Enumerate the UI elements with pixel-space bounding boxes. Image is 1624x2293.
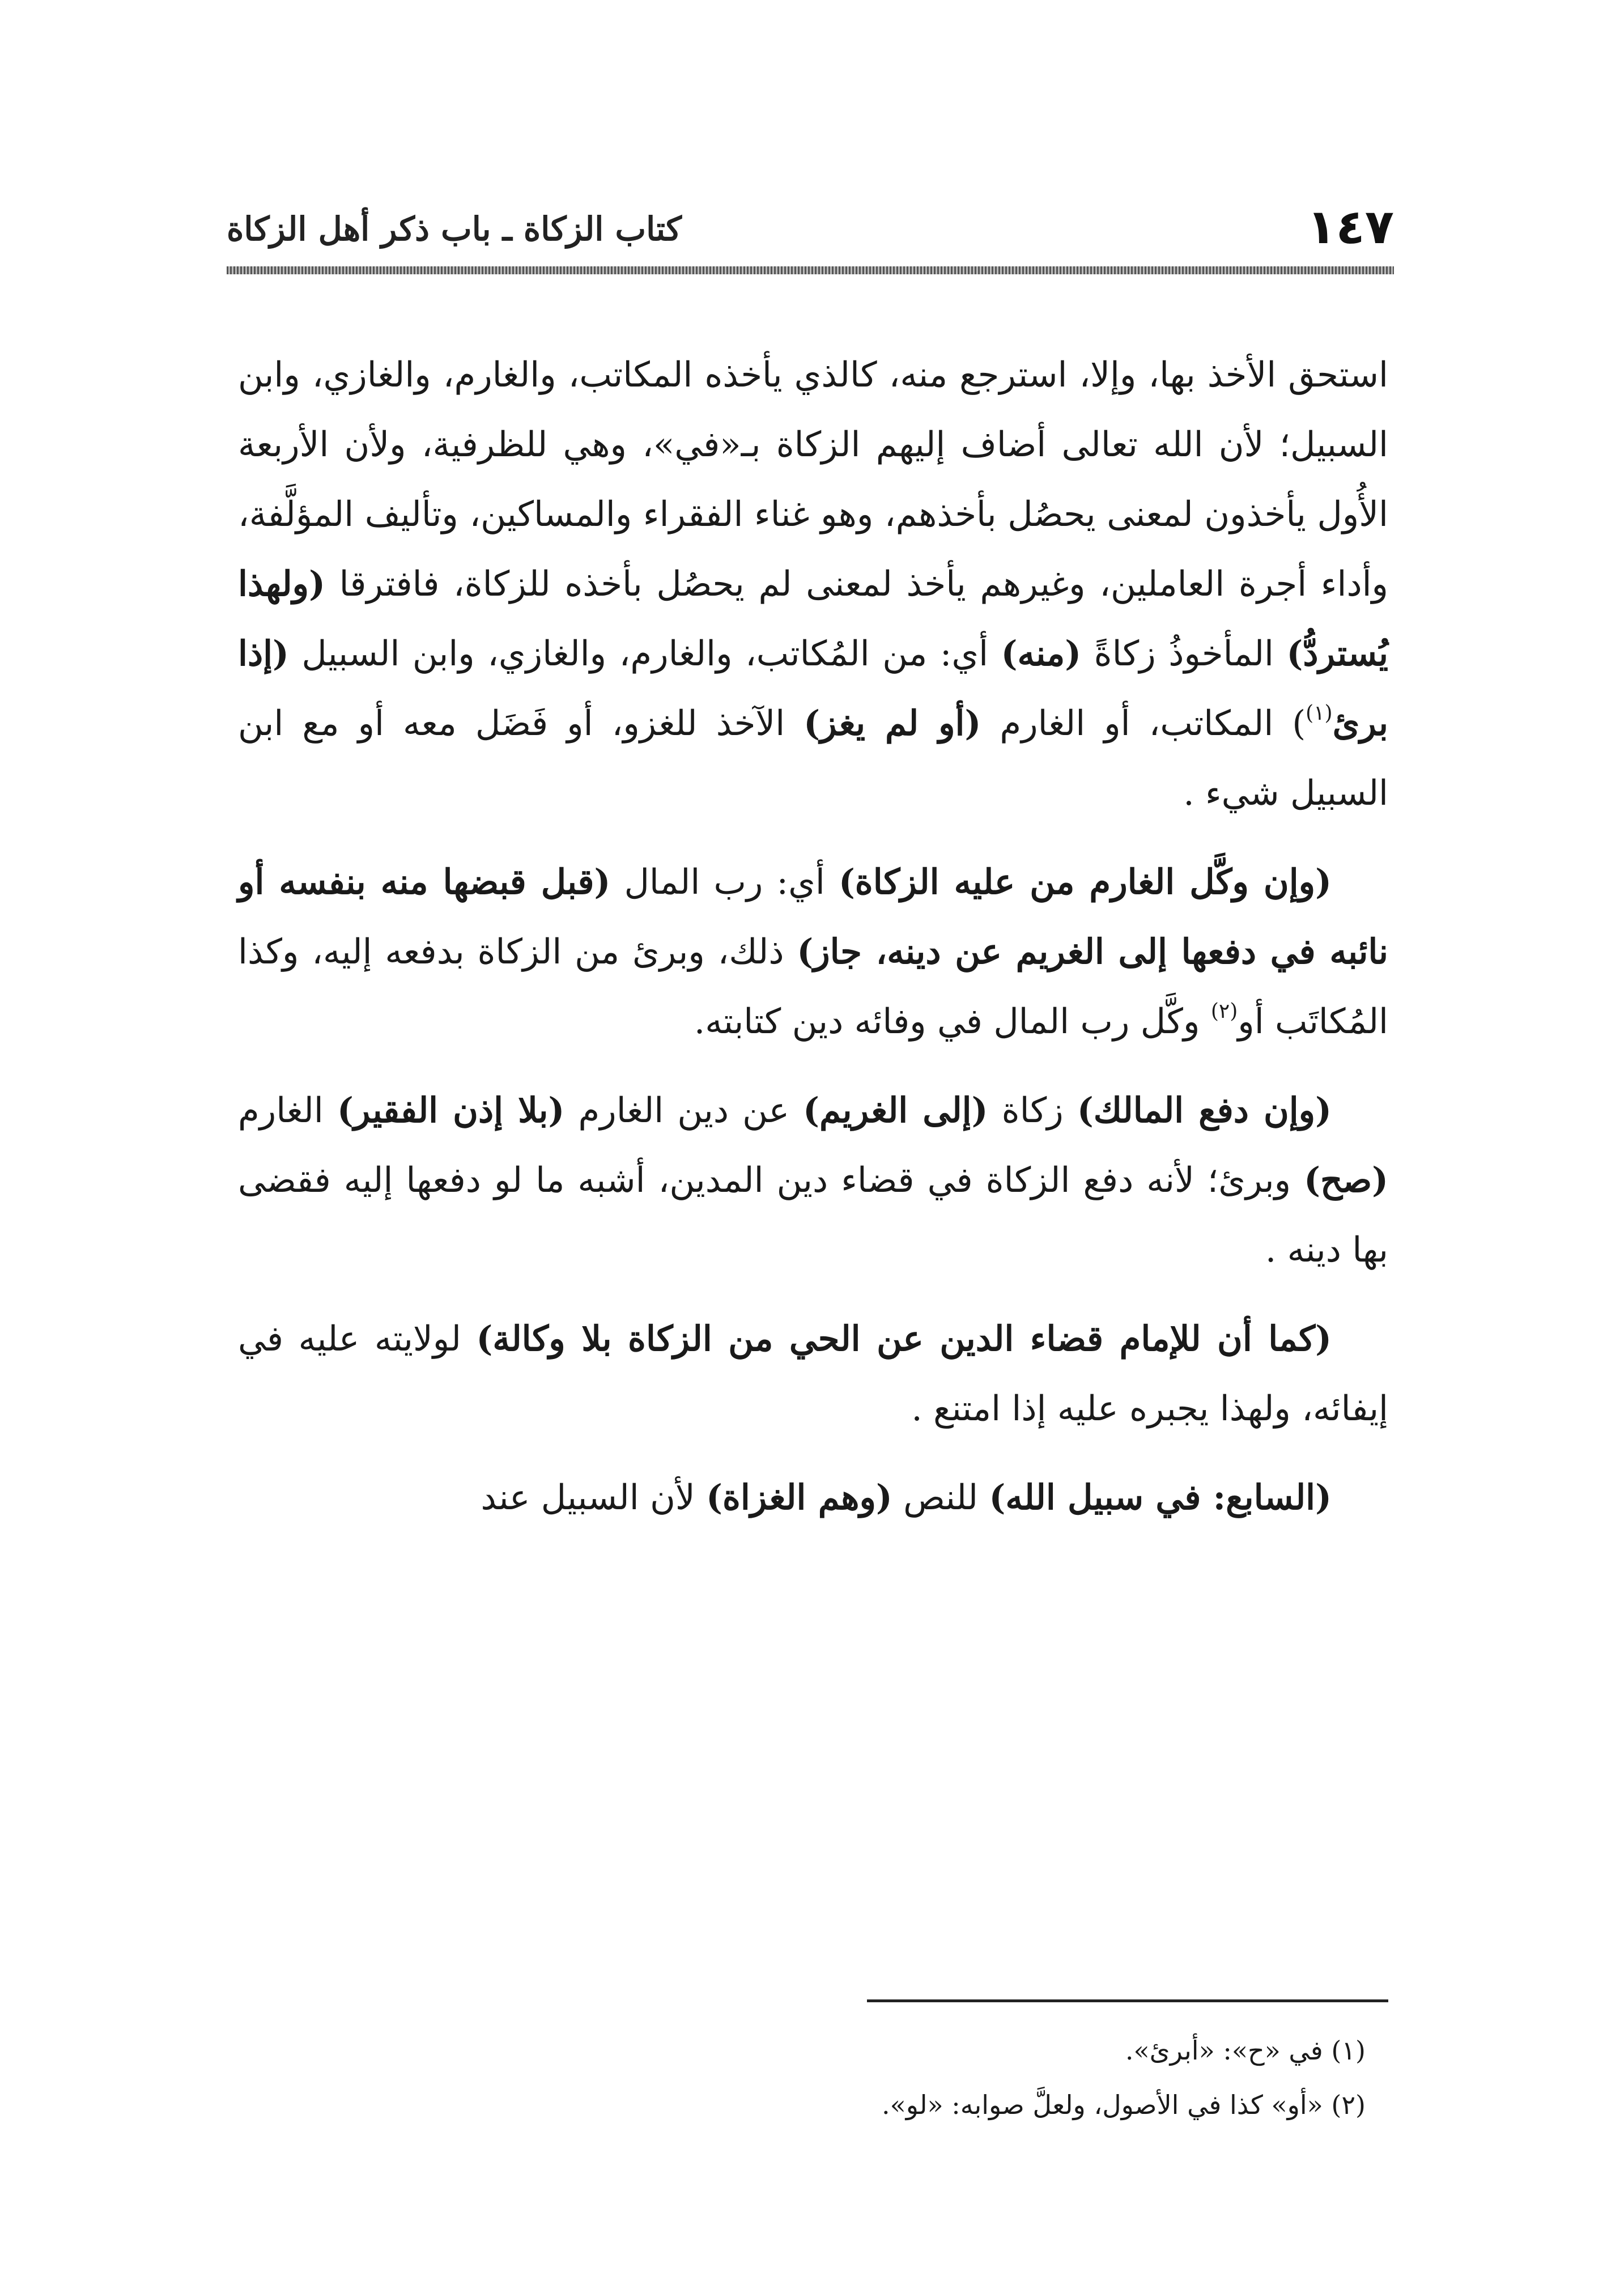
paragraph-2-text-2: ذلك، وبرئ من الزكاة بدفعه إليه، وكذا المُكاتَب أو <box>238 932 1388 1042</box>
page-header <box>227 198 1394 266</box>
footnote-marker-1[interactable]: (١) <box>1306 701 1333 725</box>
paragraph-5-bold-2: (وهم الغزاة) <box>706 1477 892 1518</box>
paragraph-1-bold-2: (منه) <box>1001 634 1082 674</box>
footnote-divider <box>867 1999 1388 2002</box>
running-title: كتاب الزكاة ـ باب ذكر أهل الزكاة <box>227 210 682 248</box>
footnote-2: (٢) «أو» كذا في الأصول، ولعلَّ صوابه: «لو». <box>881 2090 1366 2120</box>
paragraph-3-text-4: وبرئ؛ لأنه دفع الزكاة في قضاء دين المدين، أشبه ما لو دفعها إليه فقضى بها دينه . <box>238 1160 1388 1270</box>
paragraph-1-text-1: استحق الأخذ بها، وإلا، استرجع منه، كالذي يأخذه المكاتب، والغارم، والغازي، وابن السبيل؛ لأن الله تعالى أضاف إليهم الزكاة بـ«في»، وهي للظرفية، ولأن الأربعة الأُول يأخذون لمعنى يحصُل بأخذهم، وهو غناء الفقراء والمساكين، وتأليف المؤلَّفة، وأداء أجرة العاملين، وغيرهم يأخذ لمعنى لم يحصُل بأخذه للزكاة، فافترقا <box>238 355 1389 604</box>
paragraph-2-bold-2: (قبل قبضها منه بنفسه أو نائبه في دفعها إلى الغريم عن دينه، جاز) <box>238 862 1388 972</box>
paragraph-1-text-3: أي: من المُكاتب، والغارم، والغازي، وابن السبيل <box>288 634 1001 674</box>
paragraph-3-text-1: زكاة <box>988 1090 1077 1131</box>
paragraph-3-bold-3: (بلا إذن الفقير) <box>337 1090 565 1131</box>
paragraph-1-text-2: المأخوذُ زكاةً <box>1081 634 1287 674</box>
footnotes <box>238 2023 1388 2132</box>
paragraph-3-text-2: عن دين الغارم <box>564 1090 804 1131</box>
paragraph-2-bold-1: (وإن وكَّل الغارم من عليه الزكاة) <box>838 862 1332 902</box>
paragraph-3-bold-2: (إلى الغريم) <box>803 1090 988 1131</box>
paragraph-1-text-5: الآخذ للغزو، أو فَضَل معه أو مع ابن السبيل شيء . <box>238 703 1388 813</box>
paragraph-5-bold-1: (السابع: في سبيل الله) <box>989 1477 1332 1518</box>
footnote-1: (١) في «ح»: «أبرئ». <box>1125 2035 1366 2066</box>
paragraph-5 <box>238 1463 1388 1532</box>
paragraph-1 <box>238 340 1388 828</box>
paragraph-1-bold-4: (أو لم يغز) <box>804 703 981 744</box>
paragraph-2 <box>238 847 1388 1056</box>
paragraph-3-bold-4: (صح) <box>1304 1160 1388 1200</box>
paragraph-3-bold-1: (وإن دفع المالك) <box>1077 1090 1332 1131</box>
paragraph-3-text-3: الغارم <box>238 1090 337 1131</box>
paragraph-4-text-1: لولايته عليه في إيفائه، ولهذا يجبره عليه إذا امتنع . <box>238 1319 1388 1429</box>
paragraph-3 <box>238 1076 1388 1285</box>
paragraph-1-bold-1: (ولهذا يُستردُّ) <box>238 564 1388 674</box>
main-text <box>238 340 1388 1532</box>
paragraph-5-text-1: للنص <box>892 1477 989 1518</box>
page-number: ١٤٧ <box>1307 199 1394 254</box>
paragraph-2-text-1: أي: رب المال <box>610 862 839 902</box>
header-divider <box>227 266 1394 274</box>
paragraph-4-bold-1: (كما أن للإمام قضاء الدين عن الحي من الزكاة بلا وكالة) <box>476 1319 1332 1359</box>
paragraph-1-text-4: ) المكاتب، أو الغارم <box>981 703 1306 744</box>
paragraph-1-bold-3: (إذا برئ <box>238 634 1388 744</box>
paragraph-4 <box>238 1304 1388 1443</box>
footnote-marker-2[interactable]: (٢) <box>1210 999 1238 1023</box>
paragraph-2-text-3: وكَّل رب المال في وفائه دين كتابته. <box>694 1001 1211 1042</box>
paragraph-5-text-2: لأن السبيل عند <box>481 1477 707 1518</box>
